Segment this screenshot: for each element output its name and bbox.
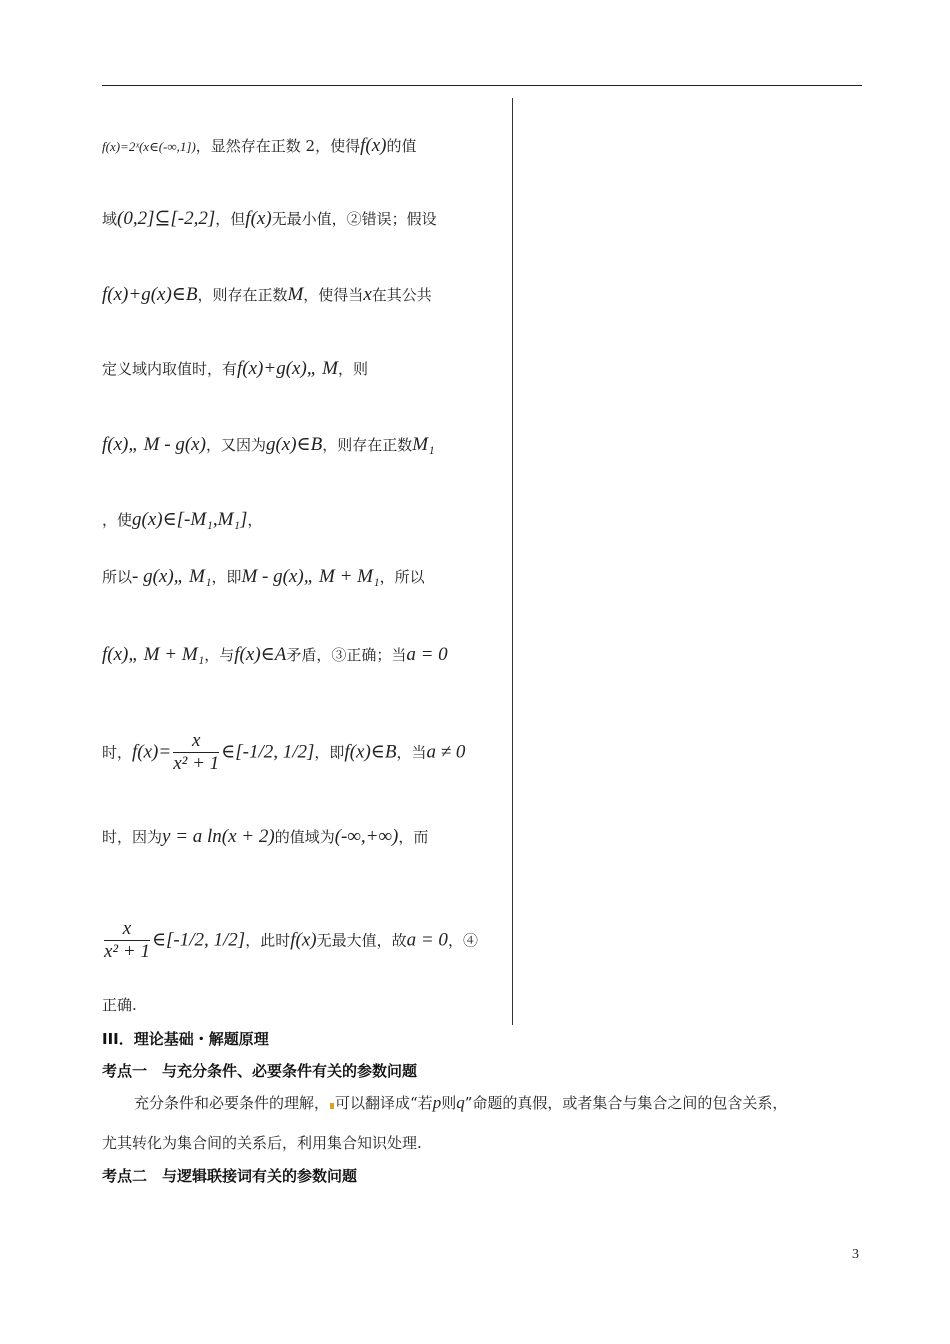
proof-line-2: 域(0,2]⊆[-2,2]，但f(x)无最小值，②错误；假设 (102, 208, 437, 229)
proof-line-10: 时，因为y = a ln(x + 2)的值域为(-∞,+∞)，而 (102, 826, 429, 847)
section-heading: III．理论基础・解题原理 (102, 1030, 269, 1048)
formula-y-equals-a-ln: y = a ln(x + 2) (162, 826, 275, 847)
header-rule (102, 85, 862, 86)
proof-line-4: 定义域内取值时，有f(x)+g(x)„ M，则 (102, 358, 368, 379)
proof-line-9: 时，f(x)= $\frac{x}{\text{x² + 1}}$ ∈[-1/2, 1/2]，即f(x)∈B，当a ≠ 0 (102, 730, 466, 774)
proof-line-12: 正确. (102, 996, 137, 1014)
proof-line-6: ，使g(x)∈[-M₁,M₁]， (102, 509, 263, 530)
column-divider (512, 98, 513, 1025)
kaodian-2-heading: 考点二 与逻辑联接词有关的参数问题 (102, 1167, 358, 1185)
proof-line-3: f(x)+g(x)∈B，则存在正数M，使得当x在其公共 (102, 284, 432, 305)
paragraph-1: 充分条件和必要条件的理解， 可以翻译成“若p则q”命题的真假，或者集合与集合之间的包含关系， (134, 1093, 788, 1112)
proof-line-8: f(x)„ M + M₁，与f(x)∈A矛盾，③正确；当a = 0 (102, 644, 448, 665)
kaodian-1-heading: 考点一 与充分条件、必要条件有关的参数问题 (102, 1062, 418, 1080)
formula-g-in-interval: g(x)∈[-M₁,M₁] (132, 509, 248, 530)
proof-line-7: 所以- g(x)„ M₁，即M - g(x)„ M + M₁，所以 (102, 566, 425, 587)
proof-line-11: $\frac{x}{\text{x² + 1}}$ ∈[-1/2, 1/2]，此时f(x)无最大值，故a = 0，④ (104, 918, 478, 962)
paragraph-2: 尤其转化为集合间的关系后，利用集合知识处理. (102, 1134, 422, 1152)
fraction-x-over-x2-plus-1: $\frac{x}{\text{x² + 1}}$ (104, 918, 150, 962)
proof-line-5: f(x)„ M - g(x)，又因为g(x)∈B，则存在正数M₁ (102, 434, 435, 455)
fraction-x-over-x2-plus-1: $\frac{x}{\text{x² + 1}}$ (173, 730, 220, 774)
formula-range-subset: (0,2]⊆[-2,2] (117, 208, 216, 229)
formula-f-plus-g-le-M: f(x)+g(x)„ M (237, 358, 338, 379)
page-number: 3 (852, 1247, 859, 1262)
formula-f-plus-g-in-B: f(x)+g(x)∈B (102, 284, 198, 305)
highlight-mark (330, 1103, 334, 1109)
formula-f-le-M-minus-g: f(x)„ M - g(x) (102, 434, 206, 455)
proof-line-1: f(x)=2ˣ(x∈(-∞,1])，显然存在正数 2，使得f(x)的值 (102, 135, 417, 156)
formula-f-equals-2-power-x: f(x)=2ˣ(x∈(-∞,1]) (102, 139, 196, 154)
